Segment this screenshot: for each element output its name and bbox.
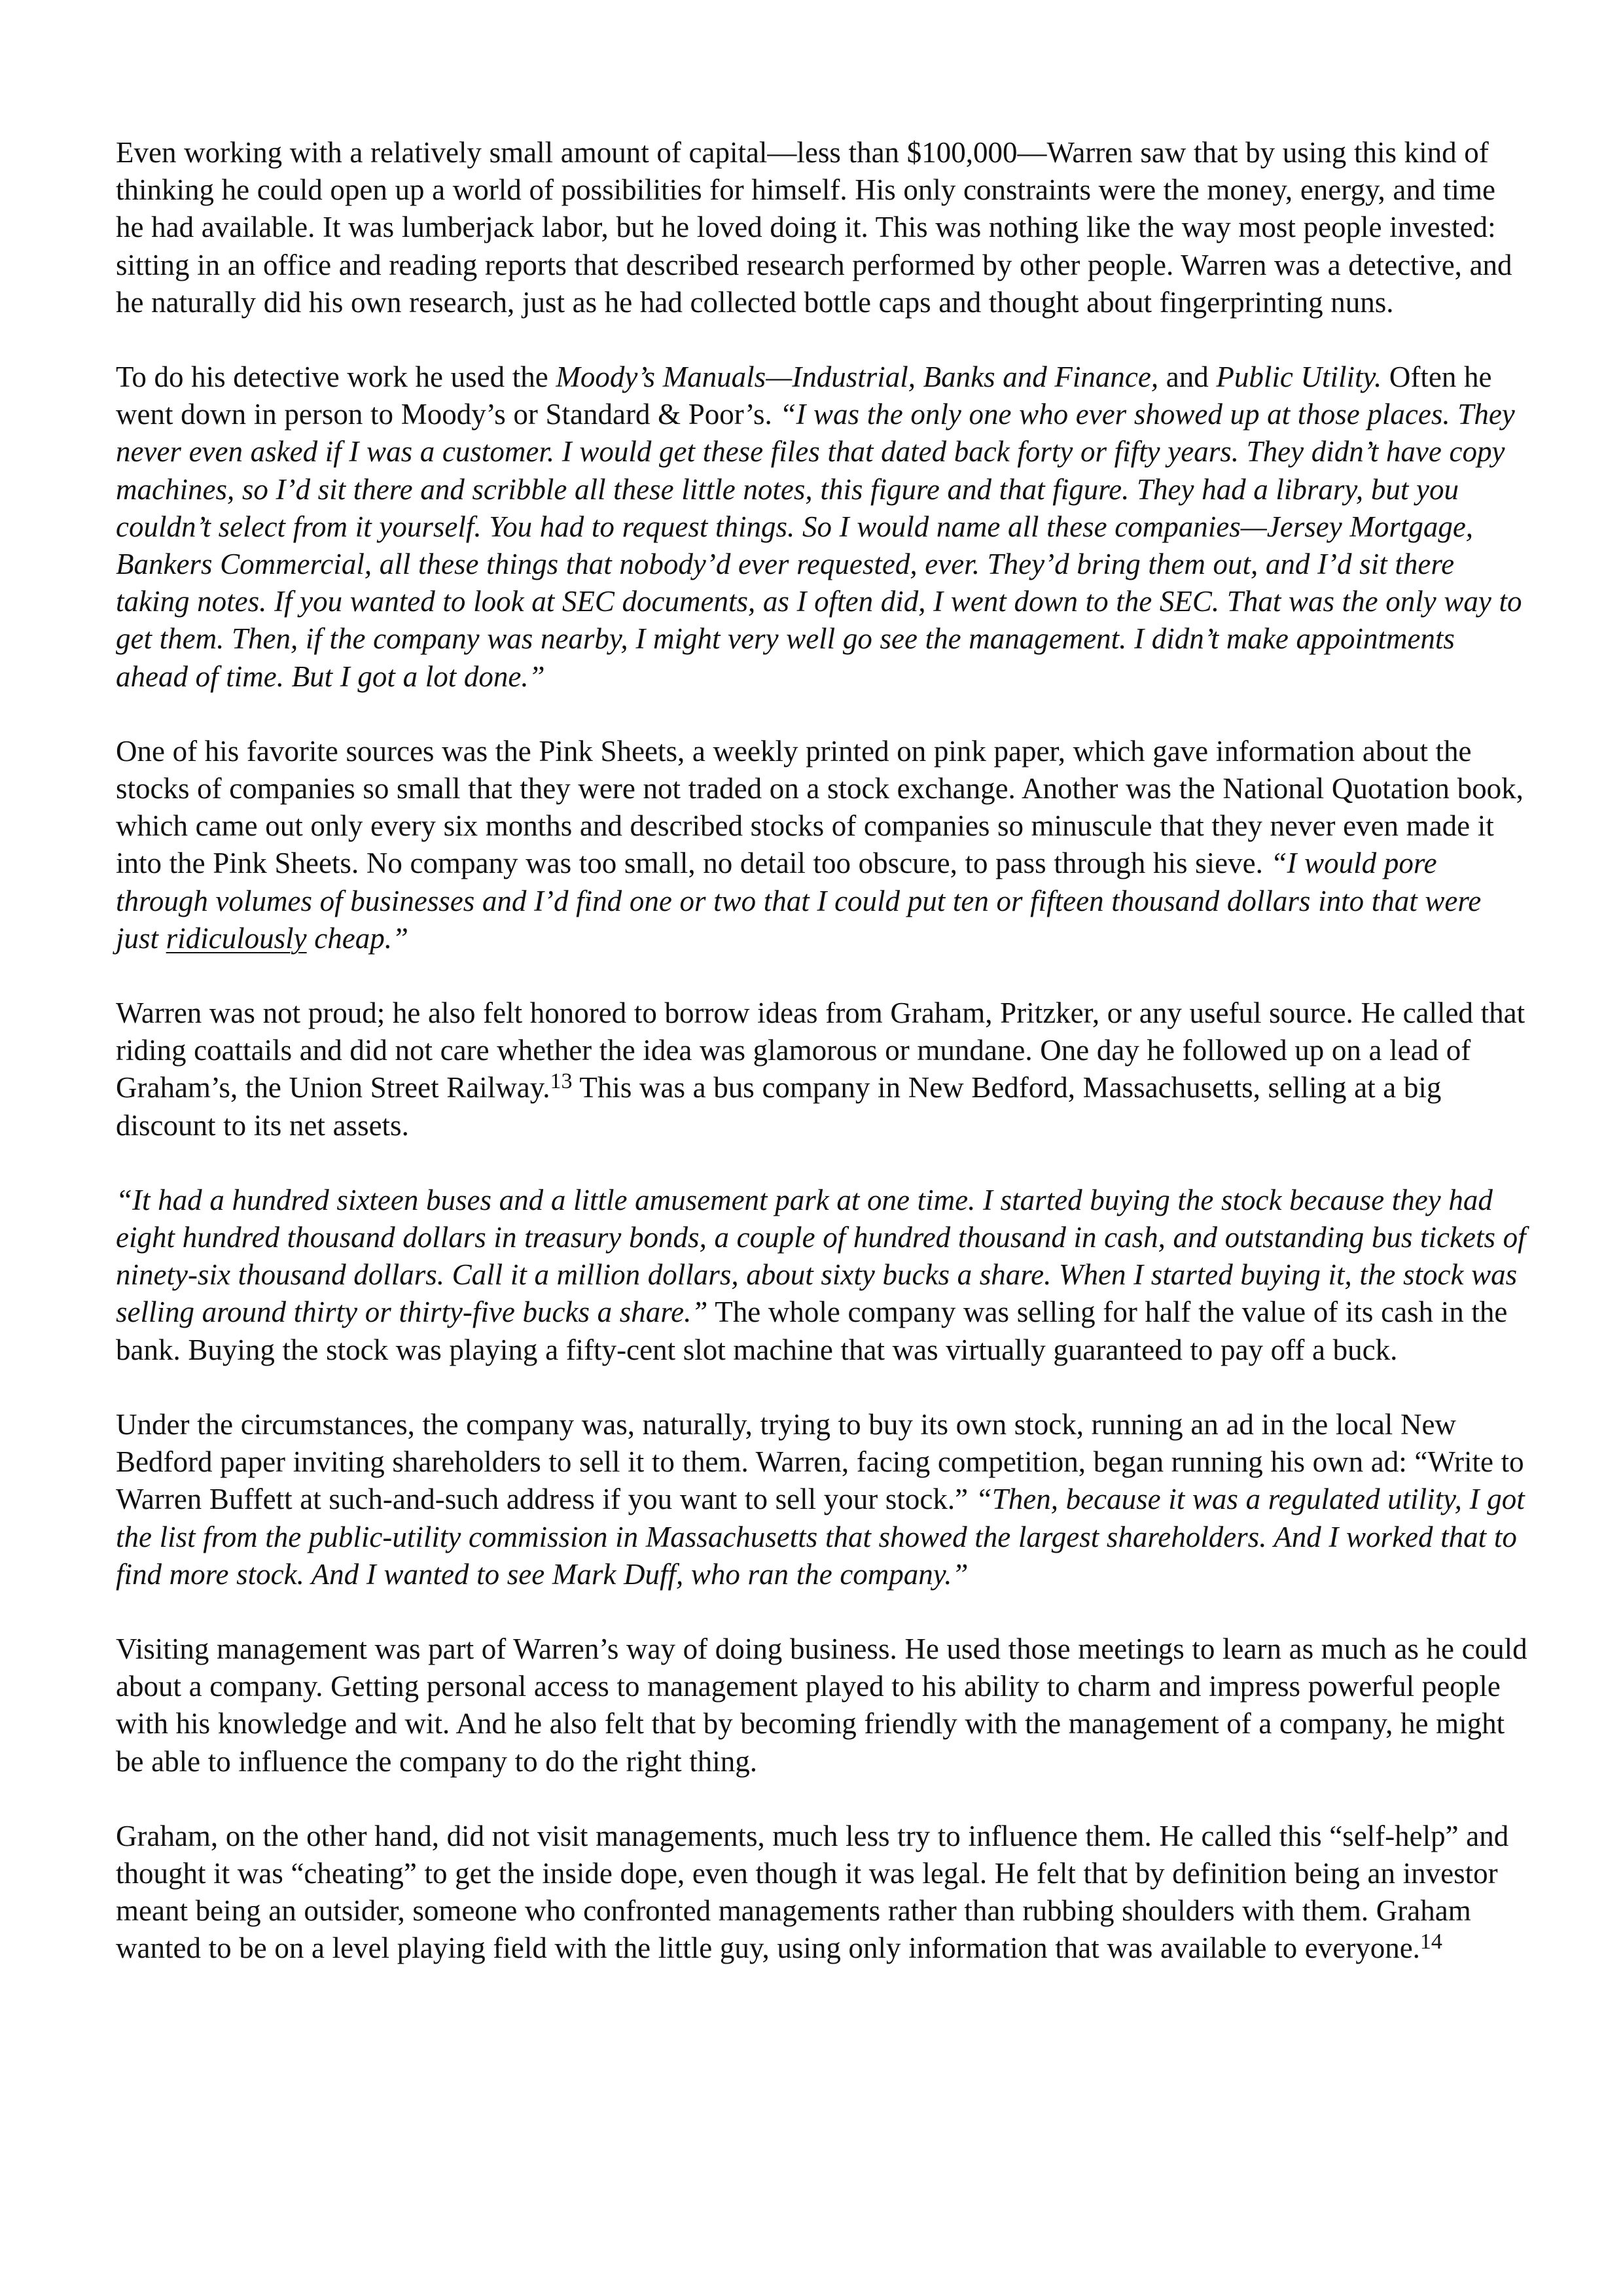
italic-quote-run: Moody’s Manuals—Industrial, Banks and Finance, — [556, 361, 1159, 394]
body-text — [116, 134, 1529, 1968]
text-run: Warren was not proud; he also felt honored to borrow ideas from Graham, Pritzker, or any useful source. He called that riding coattails and did not care whether the idea was glamorous or mundane. One day he followed up on a lead of Graham’s, the Union Street Railway. — [116, 997, 1525, 1104]
book-page — [116, 134, 1529, 1968]
italic-quote-run: “I was the only one who ever showed up at those places. They never even asked if I was a customer. I would get these files that dated back forty or fifty years. They didn’t have copy machines, so I’d sit there and scribble all these little notes, this figure and that figure. They had a library, but you couldn’t select from it yourself. You had to request things. So I would name all these companies—Jersey Mortgage, Bankers Commercial, all these things that nobody’d ever requested, ever. They’d bring them out, and I’d sit there taking notes. If you wanted to look at SEC documents, as I often did, I went down to the SEC. That was the only way to get them. Then, if the company was nearby, I might very well go see the management. I didn’t make appointments ahead of time. But I got a lot done.” — [116, 398, 1522, 693]
text-run: Often he went down in person to Moody’s or Standard & Poor’s. — [116, 361, 1492, 431]
emphasized-word: ridiculously — [166, 921, 307, 955]
footnote-marker: 13 — [550, 1069, 573, 1094]
text-run: Under the circumstances, the company was, naturally, trying to buy its own stock, running an ad in the local New Bedford paper inviting shareholders to sell it to them. Warren, facing competition, began running his own ad: “Write to Warren Buffett at such-and-such address if you want to sell your stock.” — [116, 1407, 1524, 1516]
text-run: The whole company was selling for half the value of its cash in the bank. Buying the stock was playing a fifty-cent slot machine that was virtually guaranteed to pay off a buck. — [116, 1296, 1508, 1366]
italic-quote-run: Public Utility. — [1216, 361, 1382, 394]
italic-quote-run: “Then, because it was a regulated utility, I got the list from the public-utility commission in Massachusetts that showed the largest shareholders. And I worked that to find more stock. And I wanted to see Mark Duff, who ran the company.” — [116, 1483, 1525, 1591]
italic-quote-run: “I would pore through volumes of businesses and I’d find one or two that I could put ten or fifteen thousand dollars into that were just — [116, 847, 1482, 955]
footnote-marker: 14 — [1419, 1930, 1442, 1954]
text-run: and — [1158, 361, 1217, 394]
paragraph — [116, 995, 1529, 1144]
text-run: This was a bus company in New Bedford, Massachusetts, selling at a big discount to its net assets. — [116, 1071, 1442, 1142]
paragraph — [116, 359, 1529, 696]
paragraph — [116, 134, 1529, 321]
text-run: Graham, on the other hand, did not visit managements, much less try to influence them. He called this “self-help” and thought it was “cheating” to get the inside dope, even though it was legal. He felt that by definition being an investor meant being an outsider, someone who confronted managements rather than rubbing shoulders with them. Graham wanted to be on a level playing field with the little guy, using only information that was available to everyone. — [116, 1819, 1509, 1965]
italic-quote-run: “It had a hundred sixteen buses and a little amusement park at one time. I started buying the stock because they had eight hundred thousand dollars in treasury bonds, a couple of hundred thousand in cash, and outstanding bus tickets of ninety-six thousand dollars. Call it a million dollars, about sixty bucks a share. When I started buying it, the stock was selling around thirty or thirty-five bucks a share.” — [116, 1183, 1526, 1329]
paragraph — [116, 1631, 1529, 1780]
text-run: Even working with a relatively small amount of capital—less than $100,000—Warren saw that by using this kind of thinking he could open up a world of possibilities for himself. His only constraints were the money, energy, and time he had available. It was lumberjack labor, but he loved doing it. This was nothing like the way most people invested: sitting in an office and reading reports that described research performed by other people. Warren was a detective, and he naturally did his own research, just as he had collected bottle caps and thought about fingerprinting nuns. — [116, 136, 1512, 319]
italic-quote-run: cheap.” — [306, 921, 409, 955]
text-run: Visiting management was part of Warren’s way of doing business. He used those meetings to learn as much as he could about a company. Getting personal access to management played to his ability to charm and impress powerful people with his knowledge and wit. And he also felt that by becoming friendly with the management of a company, he might be able to influence the company to do the right thing. — [116, 1632, 1527, 1778]
text-run: One of his favorite sources was the Pink Sheets, a weekly printed on pink paper, which gave information about the stocks of companies so small that they were not traded on a stock exchange. Another was the National Quotation book, which came out only every six months and described stocks of companies so minuscule that they never even made it into the Pink Sheets. No company was too small, no detail too obscure, to pass through his sieve. — [116, 734, 1524, 880]
paragraph — [116, 1818, 1529, 1968]
text-run: To do his detective work he used the — [116, 361, 556, 394]
paragraph — [116, 1182, 1529, 1369]
paragraph — [116, 733, 1529, 957]
paragraph — [116, 1406, 1529, 1593]
